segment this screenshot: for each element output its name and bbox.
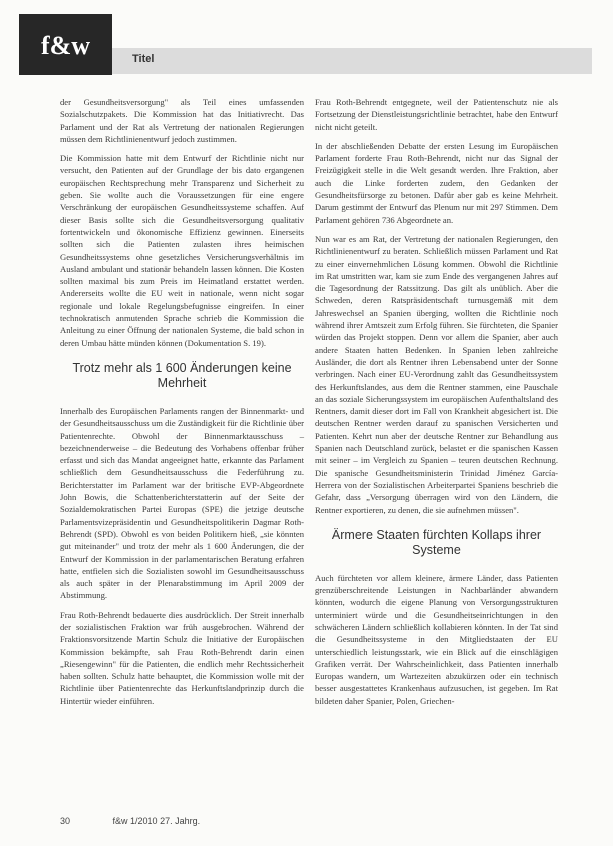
right-column	[315, 96, 558, 714]
page-footer	[60, 816, 200, 826]
paragraph: Innerhalb des Europäischen Parlaments rangen der Binnenmarkt- und der Gesundheitsausschuss um die Zuständigkeit für die Richtlinie über Patientenrechte. Obwohl der Binnenmarktausschuss – bezeichnenderweise – die Bedeutung des Vorhabens offenbar früher erfasst und sich das Mandat angeeignet hatte, erkannte das Parlament schließlich dem Gesundheitsausschuss die Federführung zu. Berichterstatter im Parlament war der britische EVP-Abgeordnete John Bowis, die Schattenberichterstatterin auf der Seite der Sozialdemokratischen Partei Europas (SPE) die jetzige deutsche Parlamentsvizepräsidentin und Gesundheitspolitikerin Dagmar Roth-Behrendt (SPD). Obwohl es von beiden Politikern hieß, „sie könnten gut miteinander" und trotz der mehr als 1 600 Änderungen, die der Entwurf der Kommission in der parlamentarischen Beratung erfahren hatte, entfielen sich die Sozialisten sowohl im Gesundheitsausschuss als auch später in der Plenarabstimmung im April 2009 der Abstimmung.	[60, 405, 304, 601]
paragraph: der Gesundheitsversorgung" als Teil eines umfassenden Sozialschutzpakets. Die Kommission hat das Initiativrecht. Das Parlament und der Rat als Vertretung der nationalen Regierungen müssen dem Richtlinienentwurf jedoch zustimmen.	[60, 97, 304, 144]
subheading: Trotz mehr als 1 600 Änderungen keine Mehrheit	[72, 360, 292, 390]
section-title: Titel	[132, 53, 155, 65]
paragraph: Die Kommission hatte mit dem Entwurf der Richtlinie nicht nur versucht, den Patienten auf der Grundlage der bis dato ergangenen europäischen Rechtsprechung mehr Transparenz und Sicherheit zu geben. Sie wollte auch die Voraussetzungen für eine engere Verschränkung der europäischen Gesundheitssysteme schaffen. Auf dieser Basis sollte sich die Gesundheitsversorgung qualitativ fortentwickeln und ökonomische Effizienz gewinnen. Einerseits sollten sich die Patienten zulasten ihres heimischen Gesundheitssystems ohne gesetzliches Versicherungsverhältnis im Ausland ambulant und stationär behandeln lassen können. Die Kosten sollten maximal bis zum Preis im Heimatland erstattet werden. Andererseits wollte die EU weit in nationale, wenn nicht sogar regionale und lokale Regelungsbefugnisse eingreifen. In einer technokratisch anmutenden Sprache schrieb die Kommission die Anleitung zu einer Öffnung der nationalen Systeme, die bald schon in deren Umbau hätte münden können (Dokumentation S. 19).	[60, 153, 304, 348]
paragraph: In der abschließenden Debatte der ersten Lesung im Europäischen Parlament forderte Frau Roth-Behrendt, nicht nur das Signal der Freizügigkeit stelle in die Welt gesandt werden. Ihre Fraktion, aber auch die Linke forderten zudem, den Gedanken der Gesundheitsfürsorge zu betonen. Dafür aber gab es keine Mehrheit. Darum gestimmt der Entwurf das Plenum nur mit 297 Stimmen. Dem Parlament gehören 736 Abgeordnete an.	[315, 140, 558, 225]
paragraph: Frau Roth-Behrendt bedauerte dies ausdrücklich. Der Streit innerhalb der sozialistischen Fraktion war früh ausgebrochen. Während der Fraktionsvorsitzende Martin Schulz die Initiative der Europäischen Kommission bekämpfte, sah Frau Roth-Behrendt darin einen „Riesengewinn" für die Patienten, die endlich mehr Rechtssicherheit haben sollten. Schulz hatte behauptet, die Kommission wolle mit der Richtlinie über Patientenrechte das Herkunftslandprinzip durch die Hintertür wieder einführen.	[60, 609, 304, 706]
page-number: 30	[60, 816, 71, 826]
header-bar	[112, 48, 592, 74]
magazine-logo: f&w	[19, 14, 112, 75]
paragraph: Nun war es am Rat, der Vertretung der nationalen Regierungen, den Richtlinienentwurf zu beraten. Schließlich müssen Parlament und Rat zu einer einvernehmlichen Lösung kommen. Obwohl die Richtlinie im Rat umstritten war, kam sie zum Ende des vergangenen Jahres auf die Tagesordnung der Ratssitzung. Das gilt als unüblich. Aber die Schweden, deren Ratspräsidentschaft turnusgemäß mit dem Jahreswechsel an Spanien überging, wollten die Richtlinie noch während ihrer Amtszeit zum Erfolg führen. Sie fürchteten, die Spanier würden das Projekt stoppen. Denn vor allem die Spanier, aber auch andere Staaten hatten Bedenken. In Spanien leben zahlreiche Ausländer, die dort als Rentner ihren Lebensabend unter der Sonne verbringen. Nach einer EU-Verordnung zahlt das Gesundheitssystem des Herkunftslandes, aus dem die Rentner stammen, eine Pauschale an das soziale Sicherungssystem im europäischen Aufenthaltsland des Rentners, damit dieser dort im Fall von Krankheit abgesichert ist. Die deutschen Rentner werden darauf zu spanischen Versicherten und Patienten. Kehrt nun aber der deutsche Rentner zur Behandlung aus Spanien nach Deutschland zurück, belastet er die spanischen Kassen mit seiner – im Vergleich zu Spanien – teuren deutschen Rechnung. Die spanische Gesundheitsministerin Trinidad Jiménez García-Herrera von der Sozialistischen Arbeiterpartei Spaniens beschrieb die Gefahr, dass „Versorgung überragen wird von den Ländern, die Rentner exportieren, zu denen, die sie aufnehmen müssen".	[315, 233, 558, 515]
paragraph: Frau Roth-Behrendt entgegnete, weil der Patientenschutz nie als Fortsetzung der Dienstleistungsrichtlinie betrachtet, habe den Entwurf nicht nicht geteilt.	[315, 97, 558, 132]
issue-info: f&w 1/2010 27. Jahrg.	[112, 816, 201, 826]
subheading: Ärmere Staaten fürchten Kollaps ihrer Systeme	[331, 527, 542, 557]
paragraph: Auch fürchteten vor allem kleinere, ärmere Länder, dass Patienten grenzüberschreitende Leistungen in Nachbarländer abwandern könnten, wodurch die eigene Planung von Versorgungsstrukturen unterminiert würde und die Gesundheitseinrichtungen in den schwächeren Ländern schließlich kollabieren könnten. In der Tat sind die Gesundheitssysteme in den Mitgliedstaaten der EU unterschiedlich leistungsstark, wie ein Blick auf die einschlägigen Grafiken verrät. Der Wahrscheinlichkeit, dass Patienten innerhalb Europas wandern, um Wartezeiten abzukürzen oder ein technisch besser ausgestattetes Krankenhaus aufzusuchen, ist gegeben. Im Rat bildeten daher Spanier, Polen, Griechen-	[315, 572, 558, 706]
left-column	[60, 96, 304, 714]
